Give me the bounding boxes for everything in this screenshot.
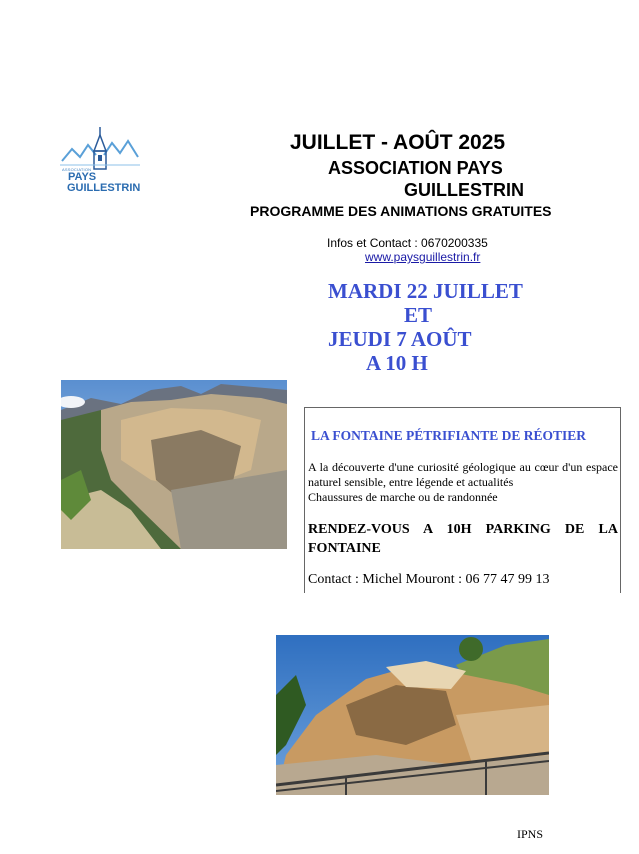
logo-pays-text: PAYS: [68, 171, 97, 183]
date-line-2: ET: [404, 303, 433, 327]
logo-association-text: ASSOCIATION: [62, 167, 92, 172]
church-mountains-icon: [60, 127, 140, 171]
association-logo: [60, 127, 140, 199]
ipns-label: IPNS: [517, 827, 544, 841]
fountain-photo-2: [276, 635, 549, 795]
association-name-line2: GUILLESTRIN: [404, 180, 524, 200]
event-description-block: [308, 460, 618, 505]
page-title: JUILLET - AOÛT 2025: [290, 131, 506, 154]
event-card: [304, 407, 621, 593]
event-contact: Contact : Michel Mouront : 06 77 47 99 13: [308, 572, 550, 587]
event-equipment: Chaussures de marche ou de randonnée: [308, 490, 498, 504]
website-link[interactable]: www.paysguillestrin.fr: [365, 250, 481, 264]
date-line-4: A 10 H: [366, 351, 428, 375]
date-line-1: MARDI 22 JUILLET: [328, 279, 523, 303]
logo-guillestrin-text: GUILLESTRIN: [67, 182, 141, 194]
fountain-photo-1: [61, 380, 287, 549]
association-name-line1: ASSOCIATION PAYS: [328, 158, 503, 178]
event-description: A la découverte d'une curiosité géologique au cœur d'un espace naturel sensible, entre légende et actualités: [308, 460, 618, 489]
event-rendezvous: RENDEZ-VOUS A 10H PARKING DE LA FONTAINE: [308, 522, 618, 556]
event-title: LA FONTAINE PÉTRIFIANTE DE RÉOTIER: [311, 428, 587, 443]
contact-info: Infos et Contact : 0670200335: [327, 236, 488, 250]
date-line-3: JEUDI 7 AOÛT: [328, 327, 472, 351]
programme-heading: PROGRAMME DES ANIMATIONS GRATUITES: [250, 203, 552, 219]
